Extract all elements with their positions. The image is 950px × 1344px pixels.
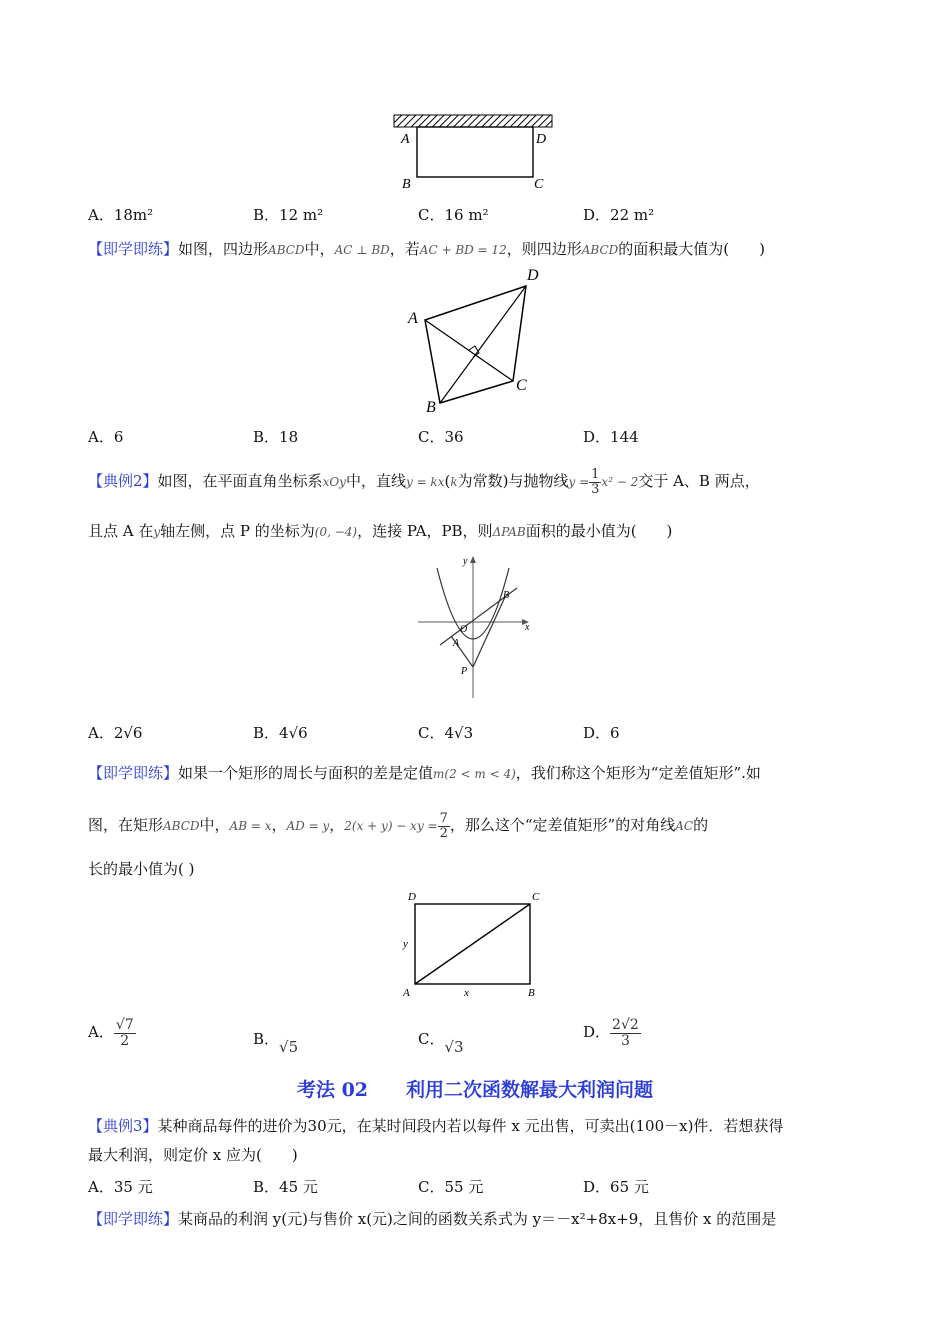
option-d: D．22 m² — [583, 206, 655, 224]
option-a: A． $\frac{√7}{2}$ — [88, 1017, 134, 1049]
fig3-label-y: y — [463, 556, 468, 567]
option-a: A．6 — [88, 428, 124, 446]
fig1-label-b: B — [402, 177, 411, 192]
fig1-label-a: A — [401, 132, 410, 147]
problem-paragraph: 【即学即练】如图，四边形ABCD中，AC ⊥ BD，若AC + BD = 12，则四边形ABCD的面积最大值为( ) — [88, 240, 765, 258]
option-b: B．12 m² — [253, 206, 324, 224]
fig1-label-c: C — [534, 177, 544, 192]
option-c: C．16 m² — [418, 206, 489, 224]
option-c: C．4√3 — [418, 724, 474, 742]
fig2-label-a: A — [408, 310, 418, 327]
option-c: C．55 元 — [418, 1178, 484, 1196]
fig2-label-c: C — [516, 377, 527, 394]
fig4-label-b: B — [528, 987, 535, 999]
option-d: D． $\frac{2√2}{3}$ — [583, 1017, 639, 1049]
figure-rectangle-diagonal — [400, 888, 550, 1000]
fig4-label-x: x — [464, 987, 469, 999]
figure-rectangle-wall — [390, 112, 560, 194]
figure-parabola — [415, 550, 535, 700]
option-a: A．18m² — [88, 206, 154, 224]
fig3-label-a: A — [453, 638, 460, 649]
option-b: B．45 元 — [253, 1178, 318, 1196]
fig4-label-d: D — [408, 891, 416, 903]
fig4-label-y: y — [403, 938, 408, 950]
section-heading: 考法 02 利用二次函数解最大利润问题 — [296, 1079, 654, 1101]
option-c: C．36 — [418, 428, 464, 446]
problem-paragraph: 【典例3】某种商品每件的进价为30元，在某时间段内若以每件 x 元出售，可卖出(100－x)件．若想获得 — [88, 1117, 784, 1135]
option-a: A．2√6 — [88, 724, 143, 742]
fig3-label-p: P — [461, 666, 468, 677]
fig2-label-d: D — [527, 267, 539, 284]
option-d: D．6 — [583, 724, 620, 742]
fig3-label-o: O — [460, 624, 468, 635]
option-c: C．√3 — [418, 1030, 464, 1056]
figure-quadrilateral — [400, 262, 550, 417]
fig4-label-c: C — [532, 891, 540, 903]
problem-paragraph: 【即学即练】如果一个矩形的周长与面积的差是定值m(2 < m < 4)，我们称这个矩形为“定差值矩形”.如 — [88, 764, 761, 782]
problem-paragraph-line3: 长的最小值为( ) — [88, 860, 195, 878]
option-d: D．144 — [583, 428, 639, 446]
problem-paragraph-line2: 且点 A 在y轴左侧，点 P 的坐标为(0, −4)，连接 PA，PB，则ΔPAB面积的最小值为( ) — [88, 522, 673, 540]
problem-paragraph-line2: 图，在矩形ABCD中，AB = x，AD = y，2(x + y) − xy = $\frac{7}{2}$ ，那么这个“定差值矩形”的对角线AC的 — [88, 811, 709, 841]
fig2-label-b: B — [426, 399, 436, 416]
problem-paragraph: 【即学即练】某商品的利润 y(元)与售价 x(元)之间的函数关系式为 y＝－x²+8x+9，且售价 x 的范围是 — [88, 1210, 777, 1228]
fig1-label-d: D — [536, 132, 547, 147]
option-b: B．18 — [253, 428, 299, 446]
fig4-label-a: A — [403, 987, 410, 999]
fig3-label-b: B — [503, 590, 510, 601]
fig3-label-x: x — [525, 622, 530, 633]
option-d: D．65 元 — [583, 1178, 649, 1196]
option-a: A．35 元 — [88, 1178, 153, 1196]
problem-paragraph-line2: 最大利润，则定价 x 应为( ) — [88, 1146, 298, 1164]
option-b: B．√5 — [253, 1030, 299, 1056]
option-b: B．4√6 — [253, 724, 308, 742]
problem-paragraph: 【典例2】如图，在平面直角坐标系xOy中，直线y = kx(k为常数)与抛物线y = $\frac{1}{3}$ x² − 2交于 A、B 两点， — [88, 467, 760, 497]
